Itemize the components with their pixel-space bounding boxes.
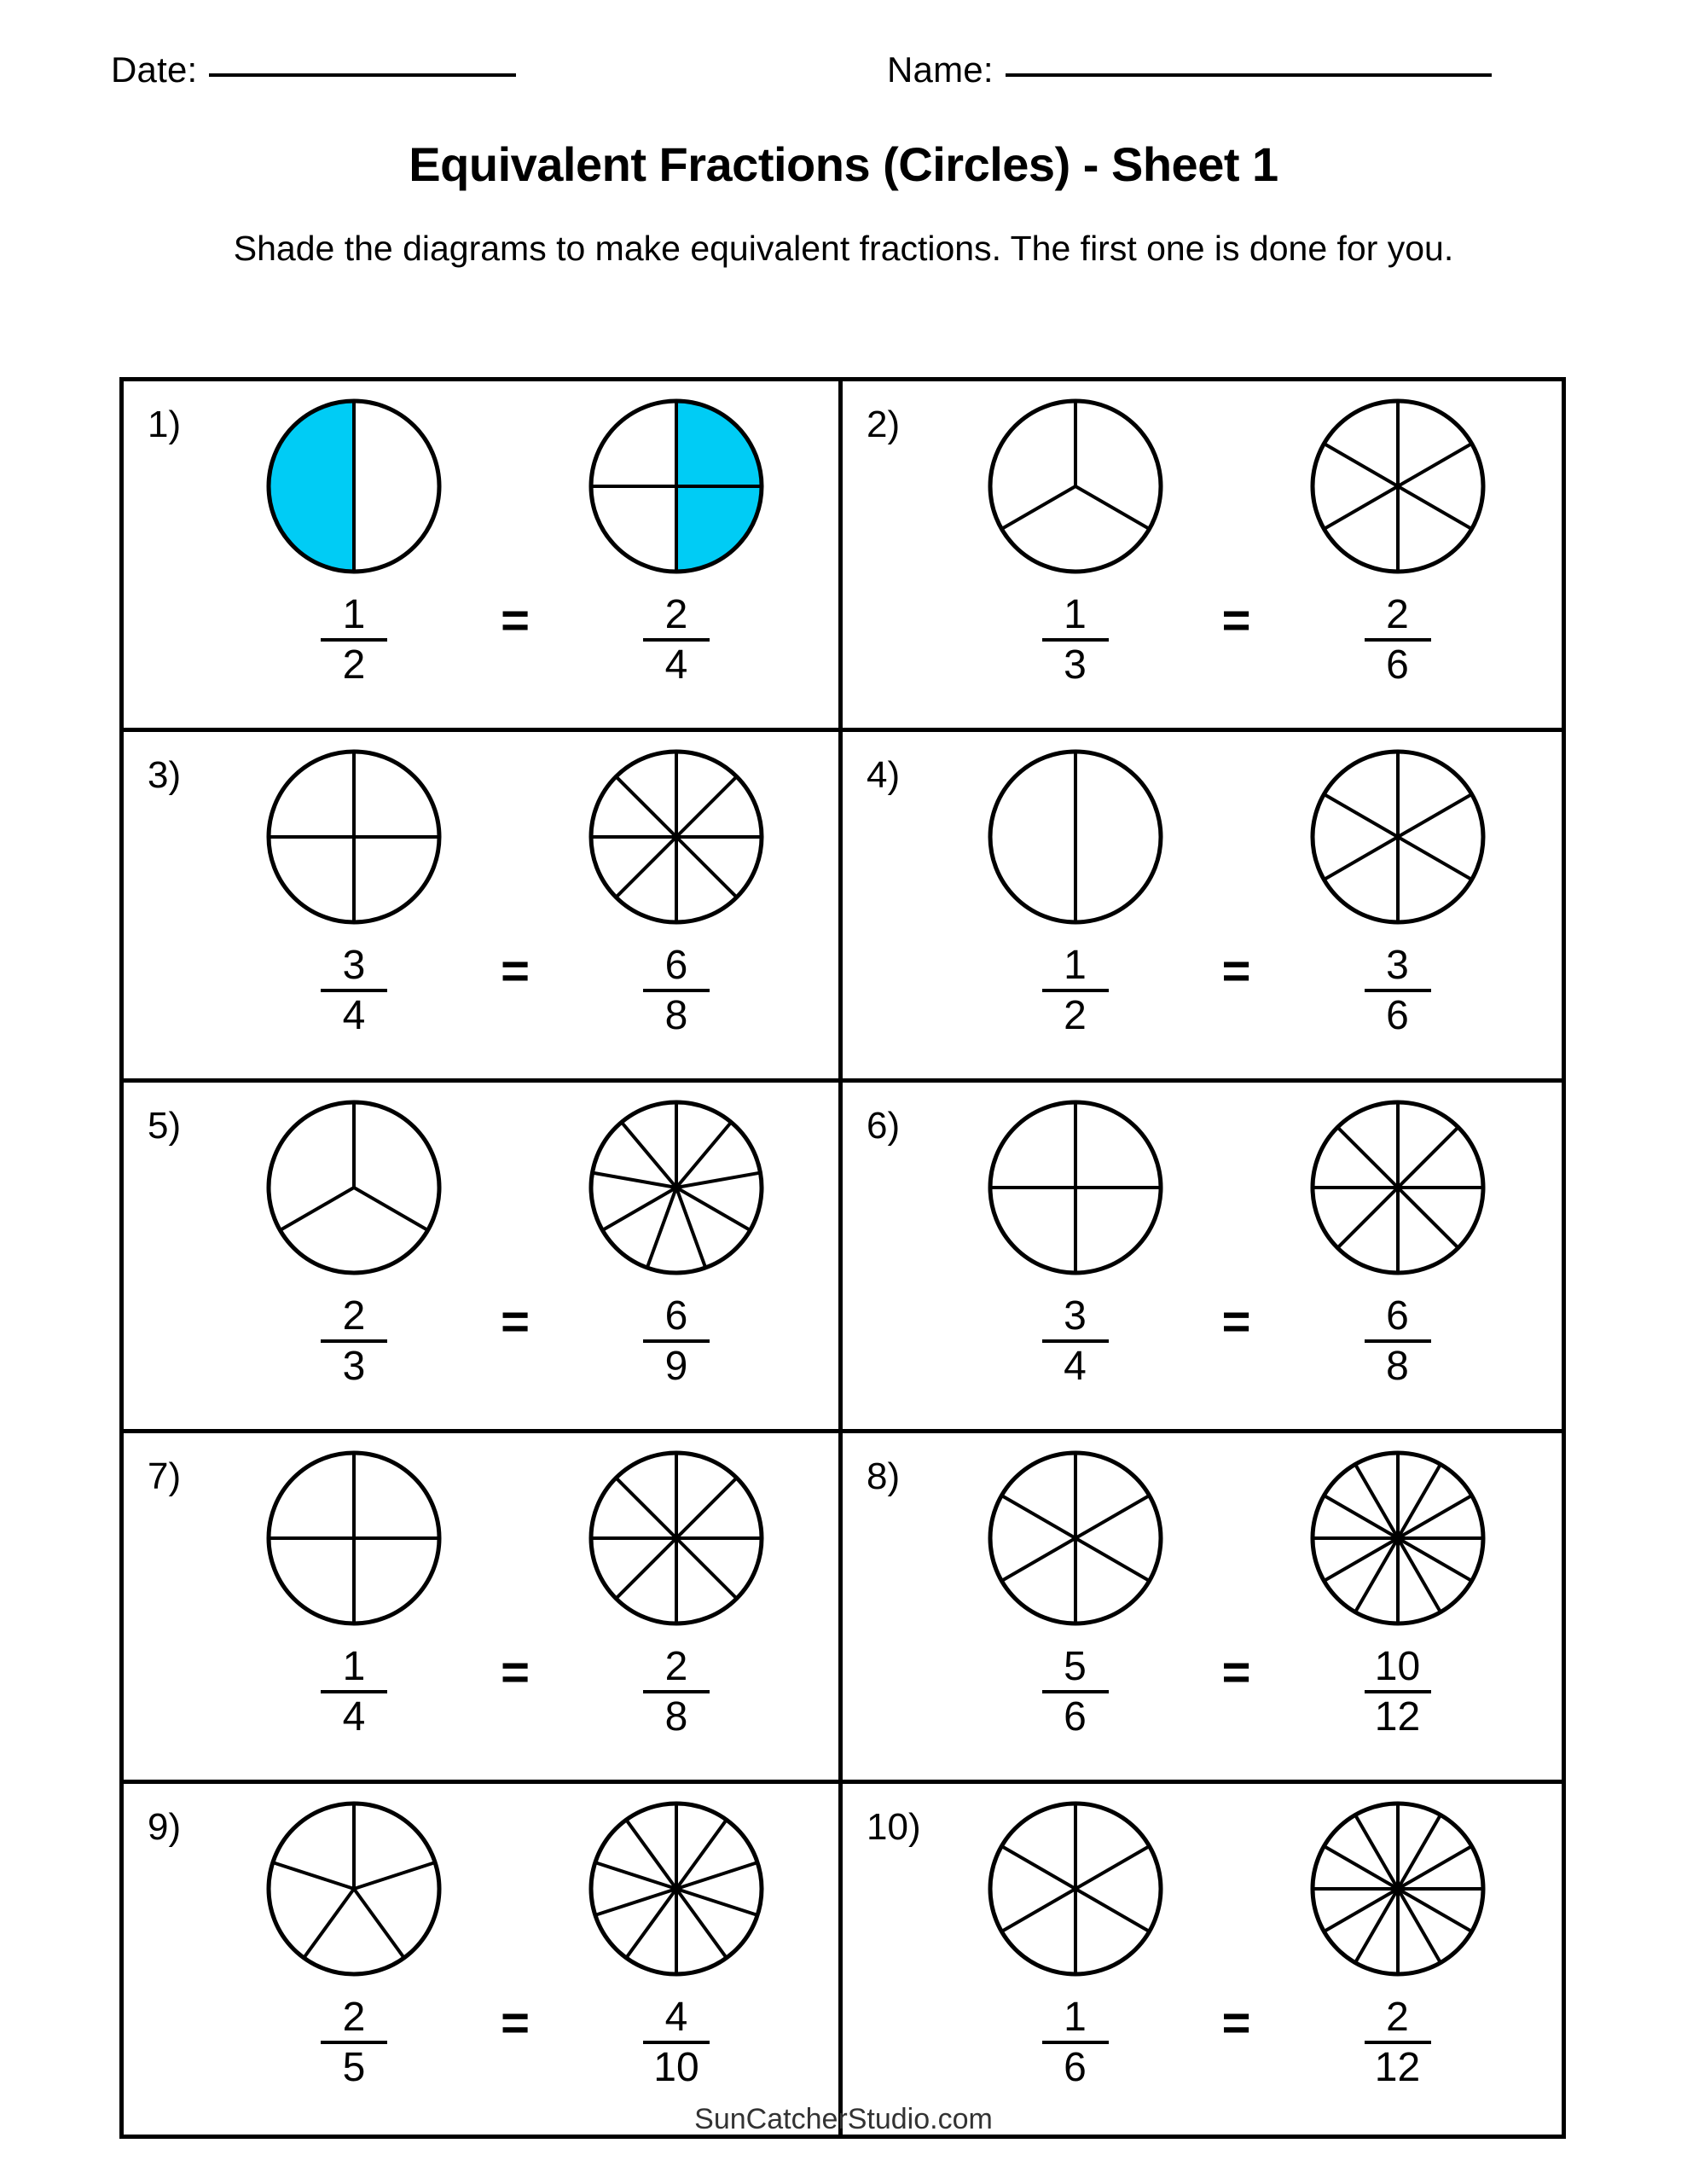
equals-holder <box>468 1796 562 2051</box>
fraction-denominator: 4 <box>342 1693 366 1740</box>
fraction-numerator: 6 <box>664 943 688 988</box>
fraction-circle-left-wrapper[interactable] <box>982 744 1169 930</box>
equals-holder <box>468 1445 562 1698</box>
fraction-circle-right-wrapper[interactable] <box>583 1445 770 1631</box>
problem-body <box>200 1445 830 1773</box>
divider-line <box>1075 1846 1150 1889</box>
fraction-denominator: 4 <box>664 642 688 688</box>
equals-holder <box>1190 744 1284 999</box>
fraction-circle-right-wrapper[interactable] <box>1304 1445 1492 1631</box>
fraction-left <box>321 1997 387 2089</box>
problem-side-left <box>961 744 1190 1037</box>
problem-side-right <box>562 393 791 687</box>
fraction-right <box>643 592 710 688</box>
equals-holder <box>468 393 562 646</box>
equals-sign: = <box>501 593 530 648</box>
equals-sign: = <box>1221 944 1251 999</box>
divider-line <box>1001 1846 1075 1889</box>
fraction-numerator: 3 <box>1064 1293 1087 1339</box>
fraction-left <box>1042 1997 1109 2089</box>
fraction-circle-left-wrapper[interactable] <box>982 1095 1169 1281</box>
divider-line <box>1398 486 1472 529</box>
fraction-left <box>321 1644 387 1740</box>
divider-line <box>1324 837 1398 880</box>
problem-side-left <box>961 1095 1190 1388</box>
fraction-numerator: 1 <box>342 1644 366 1689</box>
problem-number: 6) <box>867 1105 901 1147</box>
fraction-denominator: 12 <box>1374 2044 1421 2090</box>
fraction-circle-left-wrapper[interactable] <box>260 744 448 930</box>
problem-side-right <box>1284 1445 1512 1739</box>
divider-line <box>676 1820 727 1889</box>
fraction-circle-left-wrapper[interactable] <box>260 393 448 579</box>
equals-holder <box>1190 1095 1284 1350</box>
fraction-circle-left-wrapper[interactable] <box>260 1796 448 1982</box>
fraction-left <box>321 592 387 688</box>
divider-line <box>676 1188 705 1268</box>
divider-line <box>676 1188 751 1230</box>
fraction-circle-right[interactable] <box>583 744 770 930</box>
divider-line <box>1324 486 1398 529</box>
fraction-circle-right-wrapper[interactable] <box>583 1796 770 1982</box>
problem-body <box>919 744 1553 1072</box>
fraction-numerator: 2 <box>342 1995 366 2040</box>
fraction-numerator: 5 <box>1064 1644 1087 1689</box>
fraction-right <box>643 1293 710 1389</box>
problem-number: 4) <box>867 754 901 796</box>
fraction-denominator: 4 <box>1064 1343 1087 1389</box>
fraction-circle-right[interactable] <box>1304 1095 1492 1281</box>
fraction-numerator: 2 <box>664 1644 688 1689</box>
problem-side-left <box>240 1796 468 2089</box>
divider-line <box>616 776 676 837</box>
problem-number: 2) <box>867 404 901 445</box>
fraction-denominator: 8 <box>664 992 688 1038</box>
fraction-numerator: 1 <box>342 592 366 637</box>
name-label: Name: <box>887 49 994 90</box>
divider-line <box>1001 486 1075 529</box>
fraction-circle-right[interactable] <box>1304 744 1492 930</box>
divider-line <box>676 837 737 897</box>
fraction-numerator: 2 <box>664 592 688 637</box>
problem-number: 1) <box>148 404 182 445</box>
divider-line <box>1075 1889 1150 1931</box>
problem-number: 7) <box>148 1455 182 1497</box>
fraction-circle-left-wrapper[interactable] <box>260 1445 448 1631</box>
shaded-sector <box>269 401 354 572</box>
fraction-circle-left[interactable] <box>260 1796 448 1982</box>
problem-side-left <box>240 393 468 687</box>
fraction-circle-left-wrapper[interactable] <box>260 1095 448 1281</box>
fraction-numerator: 6 <box>1386 1293 1409 1339</box>
fraction-right <box>643 1997 710 2089</box>
fraction-circle-right[interactable] <box>583 1095 770 1281</box>
divider-line <box>616 1478 676 1538</box>
fraction-denominator: 8 <box>1386 1343 1409 1389</box>
divider-line <box>595 1862 676 1889</box>
problem-side-right <box>562 1095 791 1388</box>
fraction-circle-right[interactable] <box>583 1445 770 1631</box>
problem-side-left <box>240 744 468 1037</box>
problem-side-right <box>562 1445 791 1739</box>
fraction-right <box>1365 1644 1431 1740</box>
fraction-denominator: 3 <box>342 1343 366 1389</box>
fraction-left <box>1042 945 1109 1037</box>
fraction-circle-right-wrapper[interactable] <box>1304 744 1492 930</box>
fraction-circle-left[interactable] <box>982 744 1169 930</box>
fraction-numerator: 4 <box>664 1995 688 2040</box>
name-write-line[interactable] <box>1006 73 1492 77</box>
fraction-left <box>321 1293 387 1389</box>
fraction-denominator: 4 <box>342 992 366 1038</box>
fraction-circle-left-wrapper[interactable] <box>982 1445 1169 1631</box>
divider-line <box>1398 837 1472 880</box>
problem-body <box>919 1095 1553 1422</box>
name-field <box>887 49 1492 90</box>
equals-sign: = <box>501 1995 530 2051</box>
problem-body <box>919 393 1553 721</box>
divider-line <box>1075 486 1150 529</box>
fraction-right <box>1365 1293 1431 1389</box>
divider-line <box>354 1889 404 1958</box>
fraction-denominator: 3 <box>1064 642 1087 688</box>
date-field <box>111 49 516 90</box>
divider-line <box>676 1478 737 1538</box>
divider-line <box>626 1820 676 1889</box>
fraction-circle-left[interactable] <box>260 1095 448 1281</box>
equals-sign: = <box>501 1645 530 1700</box>
fraction-numerator: 6 <box>664 1293 688 1339</box>
problem-number: 10) <box>867 1806 921 1848</box>
problem-cell <box>124 1784 843 2135</box>
problem-side-right <box>1284 744 1512 1037</box>
fraction-circle-left[interactable] <box>260 744 448 930</box>
problem-side-right <box>1284 1095 1512 1388</box>
fraction-numerator: 1 <box>1064 1995 1087 2040</box>
problem-number: 9) <box>148 1806 182 1848</box>
fraction-circle-right-wrapper[interactable] <box>1304 393 1492 579</box>
fraction-circle-right[interactable] <box>1304 393 1492 579</box>
fraction-left <box>1042 592 1109 688</box>
problem-side-right <box>562 744 791 1037</box>
problem-cell <box>843 1433 1562 1784</box>
equals-sign: = <box>501 944 530 999</box>
fraction-denominator: 6 <box>1064 1693 1087 1740</box>
fraction-denominator: 6 <box>1386 642 1409 688</box>
fraction-circle-left[interactable] <box>982 1445 1169 1631</box>
problem-cell <box>843 1083 1562 1433</box>
fraction-right <box>1365 945 1431 1037</box>
fraction-denominator: 6 <box>1386 992 1409 1038</box>
divider-line <box>676 1889 757 1915</box>
fraction-right <box>1365 1997 1431 2089</box>
divider-line <box>354 1862 435 1889</box>
fraction-circle-left[interactable] <box>982 1095 1169 1281</box>
problem-cell <box>124 732 843 1083</box>
divider-line <box>1324 794 1398 837</box>
equals-sign: = <box>1221 593 1251 648</box>
fraction-circle-right[interactable] <box>1304 1796 1492 1982</box>
fraction-numerator: 2 <box>1386 1995 1409 2040</box>
fraction-circle-right-wrapper[interactable] <box>1304 1796 1492 1982</box>
divider-line <box>354 1188 428 1230</box>
fraction-circle-left[interactable] <box>260 393 448 579</box>
fraction-denominator: 6 <box>1064 2044 1087 2090</box>
divider-line <box>616 1538 676 1599</box>
divider-line <box>280 1188 354 1230</box>
fraction-denominator: 10 <box>653 2044 699 2090</box>
equals-holder <box>1190 1445 1284 1698</box>
problem-side-right <box>1284 393 1512 687</box>
problem-side-left <box>961 1445 1190 1739</box>
divider-line <box>1324 444 1398 486</box>
fraction-right <box>643 1644 710 1740</box>
divider-line <box>616 837 676 897</box>
problem-cell <box>843 732 1562 1083</box>
problem-cell <box>124 1433 843 1784</box>
problem-body <box>200 1095 830 1422</box>
problem-side-left <box>961 1796 1190 2089</box>
fraction-numerator: 1 <box>1064 592 1087 637</box>
divider-line <box>1398 1127 1458 1188</box>
worksheet-header <box>0 49 1687 101</box>
equals-sign: = <box>1221 1294 1251 1350</box>
fraction-circle-left-wrapper[interactable] <box>982 393 1169 579</box>
problem-number: 3) <box>148 754 182 796</box>
fraction-circle-right[interactable] <box>1304 1445 1492 1631</box>
fraction-circle-right-wrapper[interactable] <box>583 1095 770 1281</box>
equals-sign: = <box>1221 1645 1251 1700</box>
fraction-numerator: 3 <box>1386 943 1409 988</box>
fraction-denominator: 9 <box>664 1343 688 1389</box>
divider-line <box>647 1188 676 1268</box>
fraction-circle-right[interactable] <box>583 393 770 579</box>
divider-line <box>1075 1496 1150 1538</box>
divider-line <box>602 1188 676 1230</box>
problem-cell <box>124 1083 843 1433</box>
divider-line <box>626 1889 676 1958</box>
fraction-denominator: 2 <box>342 642 366 688</box>
instructions-text: Shade the diagrams to make equivalent fractions. The first one is done for you. <box>233 229 1454 268</box>
fraction-circle-left[interactable] <box>982 1796 1169 1982</box>
problem-cell <box>843 1784 1562 2135</box>
divider-line <box>1398 794 1472 837</box>
fraction-numerator: 2 <box>342 1293 366 1339</box>
divider-line <box>304 1889 354 1958</box>
problem-side-right <box>562 1796 791 2089</box>
equals-holder <box>1190 1796 1284 2051</box>
date-label: Date: <box>111 49 198 90</box>
divider-line <box>1337 1127 1398 1188</box>
divider-line <box>1001 1496 1075 1538</box>
fraction-numerator: 3 <box>342 943 366 988</box>
site-credit: SunCatcherStudio.com <box>694 2103 993 2135</box>
fraction-denominator: 5 <box>342 2044 366 2090</box>
problem-number: 8) <box>867 1455 901 1497</box>
fraction-numerator: 1 <box>1064 943 1087 988</box>
divider-line <box>1001 1538 1075 1581</box>
fraction-denominator: 12 <box>1374 1693 1421 1740</box>
problem-side-right <box>1284 1796 1512 2089</box>
fraction-circle-left[interactable] <box>260 1445 448 1631</box>
divider-line <box>1075 1538 1150 1581</box>
fraction-right <box>643 945 710 1037</box>
equals-sign: = <box>501 1294 530 1350</box>
equals-holder <box>468 744 562 999</box>
fraction-circle-left-wrapper[interactable] <box>982 1796 1169 1982</box>
problem-cell <box>843 381 1562 732</box>
fraction-denominator: 2 <box>1064 992 1087 1038</box>
fraction-right <box>1365 592 1431 688</box>
divider-line <box>595 1889 676 1915</box>
divider-line <box>1337 1188 1398 1248</box>
equals-sign: = <box>1221 1995 1251 2051</box>
fraction-circle-left[interactable] <box>982 393 1169 579</box>
fraction-denominator: 8 <box>664 1693 688 1740</box>
divider-line <box>273 1862 354 1889</box>
problem-side-left <box>961 393 1190 687</box>
problem-body <box>200 1796 830 2128</box>
fraction-left <box>1042 1644 1109 1740</box>
problem-grid <box>119 377 1566 2139</box>
divider-line <box>1398 444 1472 486</box>
divider-line <box>676 1889 727 1958</box>
fraction-circle-right-wrapper[interactable] <box>1304 1095 1492 1281</box>
page-title: Equivalent Fractions (Circles) - Sheet 1 <box>409 137 1278 191</box>
problem-side-left <box>240 1095 468 1388</box>
divider-line <box>1398 1188 1458 1248</box>
fraction-numerator: 2 <box>1386 592 1409 637</box>
fraction-numerator: 10 <box>1374 1644 1421 1689</box>
fraction-circle-right-wrapper[interactable] <box>583 393 770 579</box>
problem-body <box>919 1796 1553 2128</box>
problem-side-left <box>240 1445 468 1739</box>
fraction-circle-right-wrapper[interactable] <box>583 744 770 930</box>
fraction-left <box>321 945 387 1037</box>
date-write-line[interactable] <box>209 73 516 77</box>
fraction-left <box>1042 1293 1109 1389</box>
equals-holder <box>1190 393 1284 646</box>
problem-body <box>200 393 830 721</box>
divider-line <box>676 776 737 837</box>
divider-line <box>1001 1889 1075 1931</box>
equals-holder <box>468 1095 562 1350</box>
problem-body <box>919 1445 1553 1773</box>
problem-cell <box>124 381 843 732</box>
problem-body <box>200 744 830 1072</box>
fraction-circle-right[interactable] <box>583 1796 770 1982</box>
divider-line <box>676 1862 757 1889</box>
problem-number: 5) <box>148 1105 182 1147</box>
divider-line <box>676 1538 737 1599</box>
